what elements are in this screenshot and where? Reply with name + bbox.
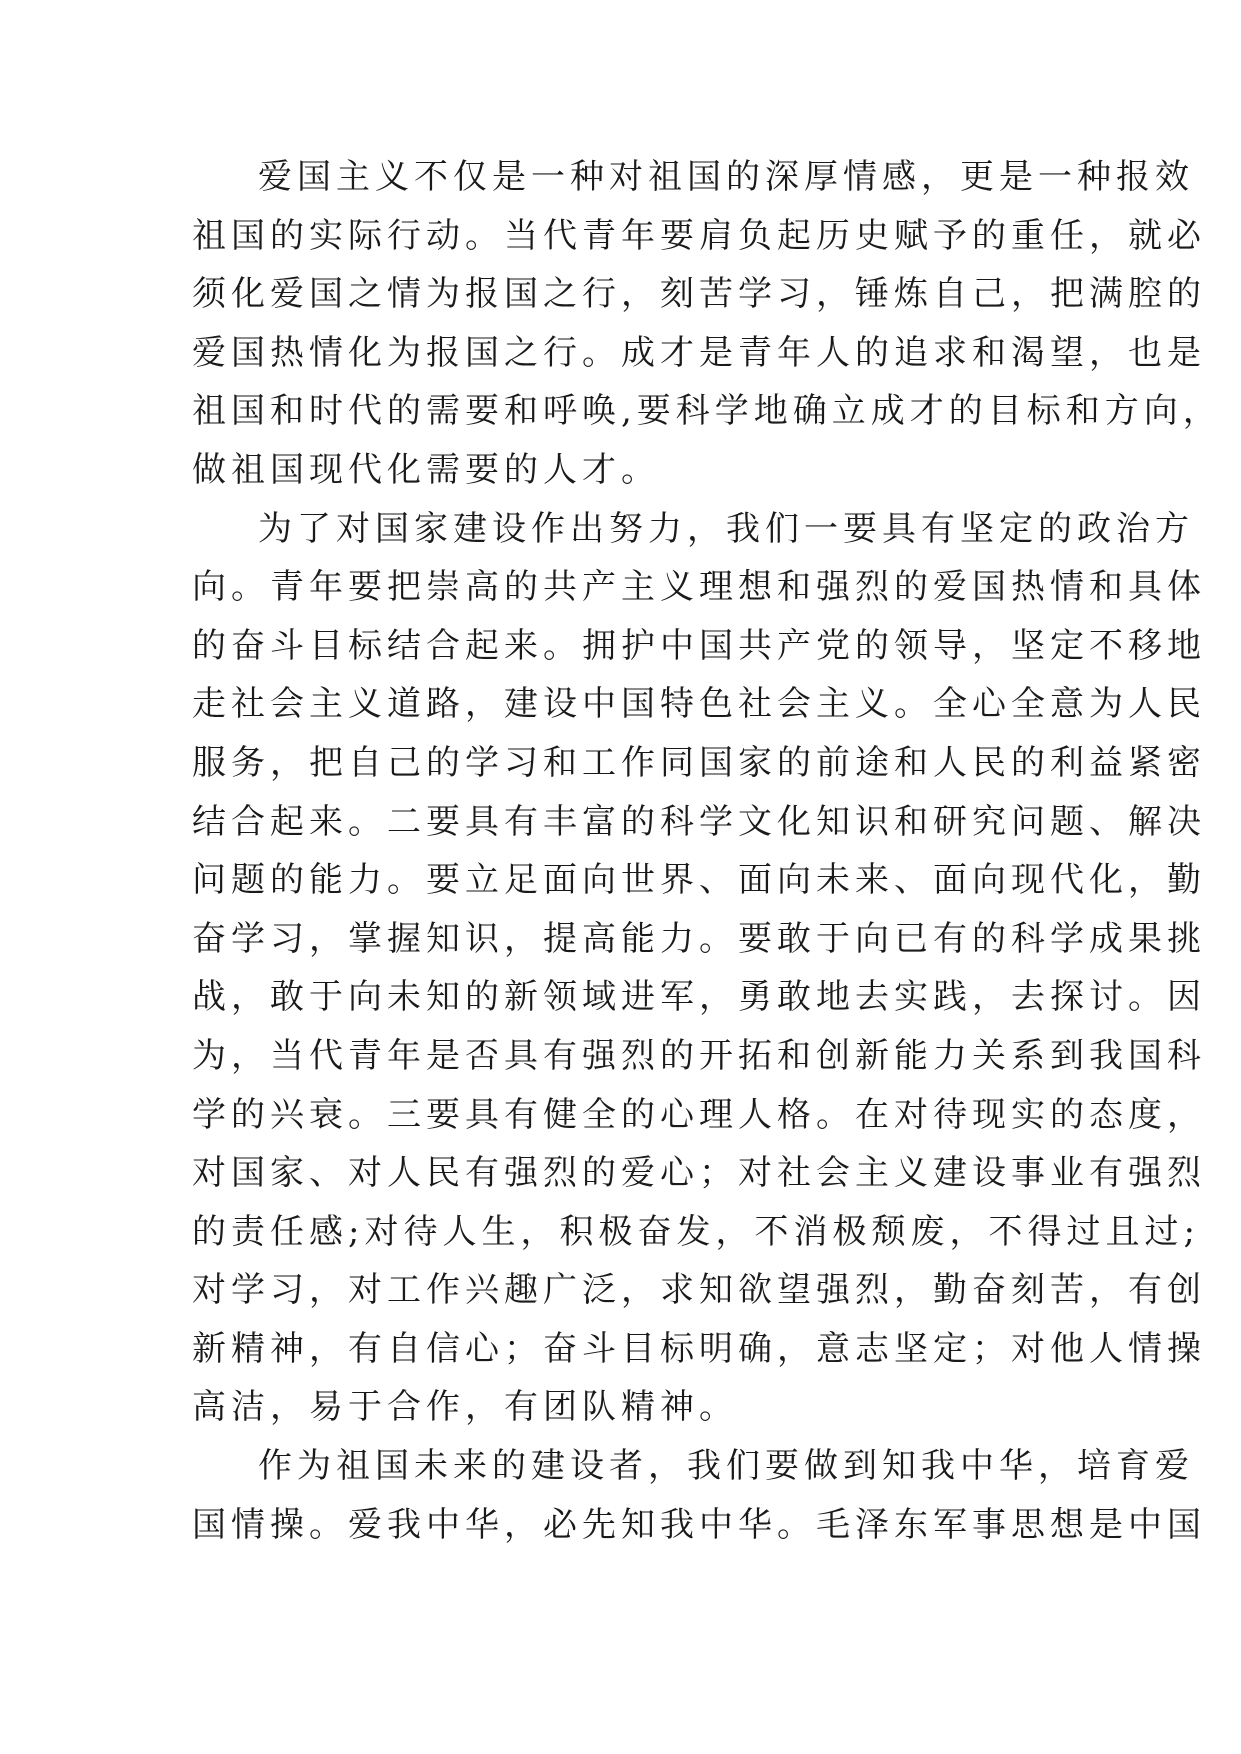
document-body: [192, 148, 1222, 1554]
text-line: 新精神，有自信心；奋斗目标明确，意志坚定；对他人情操: [192, 1328, 1206, 1369]
text-line: 作为祖国未来的建设者，我们要做到知我中华，培育爱: [258, 1446, 1194, 1487]
text-line: 国情操。爱我中华，必先知我中华。毛泽东军事思想是中国: [192, 1504, 1206, 1545]
text-line: 须化爱国之情为报国之行，刻苦学习，锤炼自己，把满腔的: [192, 274, 1206, 315]
paragraph-2: [192, 500, 1206, 1438]
paragraph-3: [192, 1437, 1206, 1554]
text-line: 奋学习，掌握知识，提高能力。要敢于向已有的科学成果挑: [192, 918, 1206, 959]
text-line: 为了对国家建设作出努力，我们一要具有坚定的政治方: [258, 508, 1194, 549]
text-line: 走社会主义道路，建设中国特色社会主义。全心全意为人民: [192, 684, 1206, 725]
text-line: 服务，把自己的学习和工作同国家的前途和人民的利益紧密: [192, 742, 1206, 783]
text-line: 祖国的实际行动。当代青年要肩负起历史赋予的重任，就必: [192, 215, 1206, 256]
text-line: 对学习，对工作兴趣广泛，求知欲望强烈，勤奋刻苦，有创: [192, 1270, 1206, 1311]
text-line: 向。青年要把崇高的共产主义理想和强烈的爱国热情和具体: [192, 567, 1206, 608]
text-line: 高洁，易于合作，有团队精神。: [192, 1387, 738, 1428]
text-line: 爱国主义不仅是一种对祖国的深厚情感，更是一种报效: [258, 157, 1194, 197]
text-line: 的奋斗目标结合起来。拥护中国共产党的领导，坚定不移地: [192, 625, 1206, 666]
text-line: 爱国热情化为报国之行。成才是青年人的追求和渴望，也是: [192, 332, 1206, 373]
text-line: 对国家、对人民有强烈的爱心；对社会主义建设事业有强烈: [192, 1153, 1206, 1194]
text-line: 为，当代青年是否具有强烈的开拓和创新能力关系到我国科: [192, 1035, 1206, 1076]
text-line: 祖国和时代的需要和呼唤,要科学地确立成才的目标和方向，: [192, 391, 1222, 432]
text-line: 问题的能力。要立足面向世界、面向未来、面向现代化，勤: [192, 860, 1206, 901]
text-line: 结合起来。二要具有丰富的科学文化知识和研究问题、解决: [192, 801, 1206, 842]
text-line: 战，敢于向未知的新领域进军，勇敢地去实践，去探讨。因: [192, 977, 1206, 1018]
text-line: 的责任感;对待人生，积极奋发，不消极颓废，不得过且过;: [192, 1211, 1200, 1252]
text-line: 做祖国现代化需要的人才。: [192, 449, 660, 490]
paragraph-1: [192, 148, 1222, 500]
text-line: 学的兴衰。三要具有健全的心理人格。在对待现实的态度，: [192, 1094, 1206, 1135]
